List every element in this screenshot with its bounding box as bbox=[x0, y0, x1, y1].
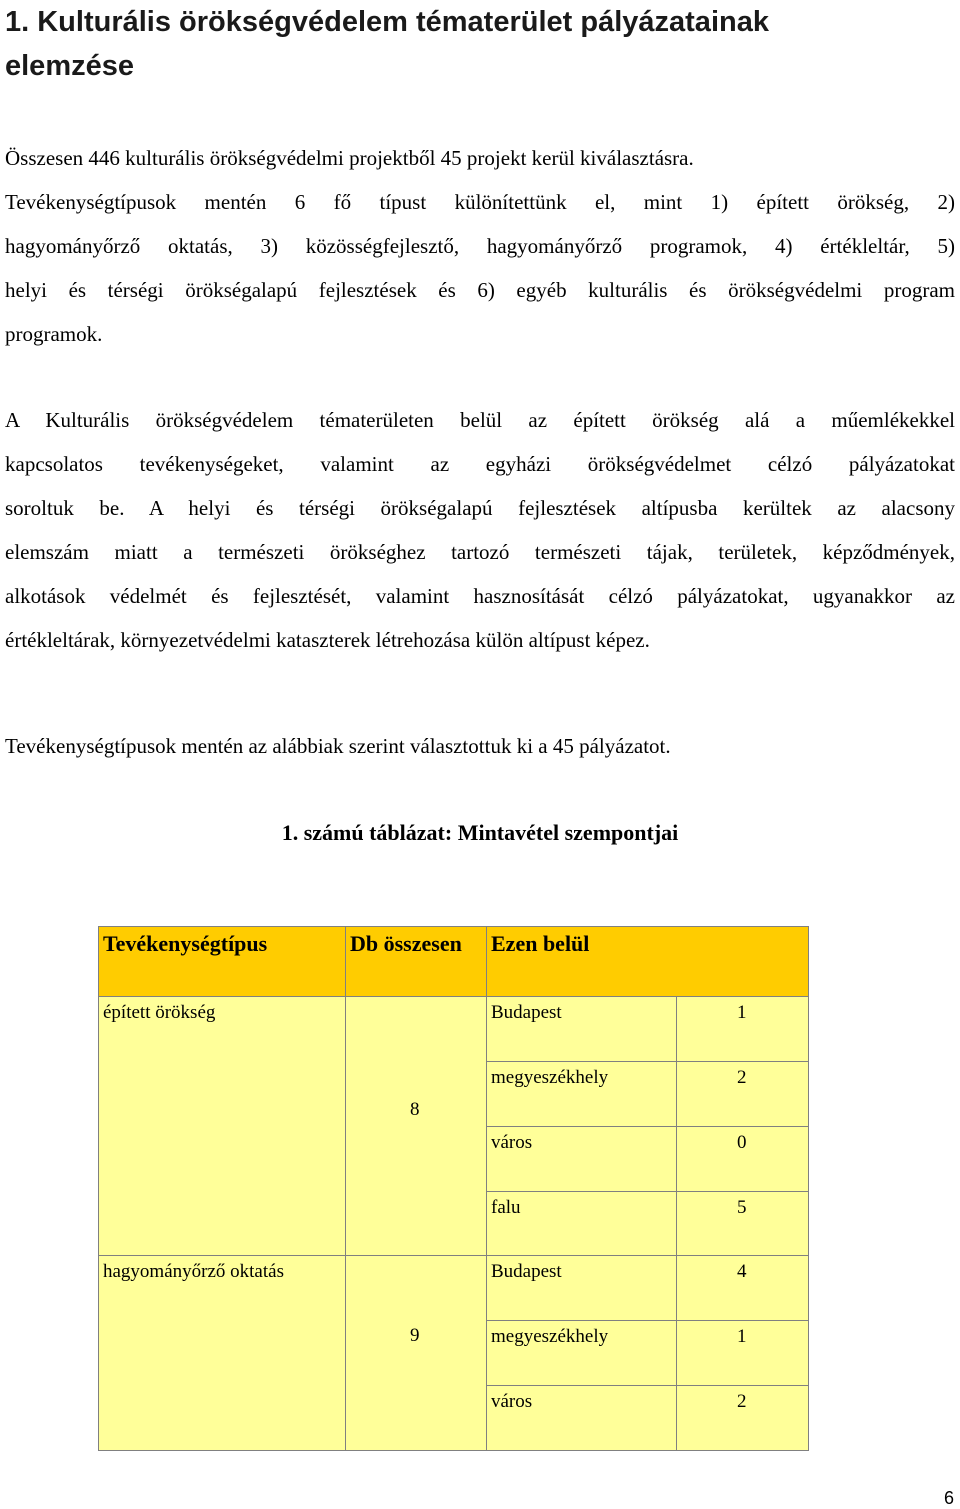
place-label: város bbox=[491, 1391, 533, 1412]
text-line: Tevékenységtípusok mentén 6 fő típust különítettünk el, mint 1) épített örökség, 2) bbox=[5, 190, 955, 214]
section-heading bbox=[5, 0, 945, 88]
text-line: értékleltárak, környezetvédelmi kataszterek létrehozása külön altípust képez. bbox=[5, 628, 650, 652]
place-cell bbox=[486, 1385, 677, 1451]
place-cell bbox=[486, 1191, 677, 1256]
text-line: Összesen 446 kulturális örökségvédelmi projektből 45 projekt kerül kiválasztásra. bbox=[5, 146, 694, 170]
place-label: város bbox=[491, 1132, 533, 1153]
total-value: 9 bbox=[410, 1325, 420, 1346]
count-cell bbox=[676, 1320, 809, 1386]
type-label: hagyományőrző oktatás bbox=[103, 1261, 284, 1282]
count-value: 2 bbox=[737, 1067, 747, 1088]
type-label: épített örökség bbox=[103, 1002, 216, 1023]
place-label: Budapest bbox=[491, 1002, 562, 1023]
count-cell bbox=[676, 1255, 809, 1321]
header-cell-type bbox=[98, 926, 346, 997]
place-cell bbox=[486, 1126, 677, 1192]
total-value: 8 bbox=[410, 1099, 420, 1120]
type-cell bbox=[98, 996, 346, 1256]
header-cell-total bbox=[345, 926, 487, 997]
count-value: 1 bbox=[737, 1002, 747, 1023]
text-line: soroltuk be. A helyi és térségi örökségalapú fejlesztések altípusba kerültek az alacsony bbox=[5, 496, 955, 520]
place-cell bbox=[486, 1255, 677, 1321]
text-line: helyi és térségi örökségalapú fejlesztések és 6) egyéb kulturális és örökségvédelmi program bbox=[5, 278, 955, 302]
count-value: 1 bbox=[737, 1326, 747, 1347]
text-line: Tevékenységtípusok mentén az alábbiak szerint választottuk ki a 45 pályázatot. bbox=[5, 734, 671, 758]
header-label: Db összesen bbox=[350, 931, 462, 956]
text-line: A Kulturális örökségvédelem tématerületen belül az épített örökség alá a műemlékekkel bbox=[5, 408, 955, 432]
count-value: 5 bbox=[737, 1197, 747, 1218]
count-value: 2 bbox=[737, 1391, 747, 1412]
count-cell bbox=[676, 1191, 809, 1256]
place-label: megyeszékhely bbox=[491, 1326, 609, 1347]
place-cell bbox=[486, 1061, 677, 1127]
count-cell bbox=[676, 1061, 809, 1127]
place-label: falu bbox=[491, 1197, 521, 1218]
count-cell bbox=[676, 1385, 809, 1451]
text-line: hagyományőrző oktatás, 3) közösségfejlesztő, hagyományőrző programok, 4) értékleltár, 5) bbox=[5, 234, 955, 258]
page-number: 6 bbox=[944, 1488, 955, 1508]
text-line: kapcsolatos tevékenységeket, valamint az egyházi örökségvédelmet célzó pályázatokat bbox=[5, 452, 955, 476]
count-cell bbox=[676, 1126, 809, 1192]
paragraph-selection bbox=[5, 724, 955, 768]
count-cell bbox=[676, 996, 809, 1062]
text-line: programok. bbox=[5, 322, 103, 346]
heading-line: 1. Kulturális örökségvédelem tématerület pályázatainak bbox=[5, 6, 769, 38]
text-line: alkotások védelmét és fejlesztését, valamint hasznosítását célzó pályázatokat, ugyanakkor az bbox=[5, 584, 955, 608]
header-label: Ezen belül bbox=[491, 931, 590, 956]
place-label: Budapest bbox=[491, 1261, 562, 1282]
place-cell bbox=[486, 996, 677, 1062]
type-cell bbox=[98, 1255, 346, 1451]
count-value: 0 bbox=[737, 1132, 747, 1153]
paragraph-sample-summary bbox=[5, 136, 955, 356]
heading-line: elemzése bbox=[5, 50, 134, 82]
total-cell bbox=[345, 996, 487, 1256]
table-caption: 1. számú táblázat: Mintavétel szempontjai bbox=[281, 820, 679, 845]
header-label: Tevékenységtípus bbox=[103, 931, 268, 956]
text-line: elemszám miatt a természeti örökséghez tartozó természeti tájak, területek, képződmények, bbox=[5, 540, 955, 564]
total-cell bbox=[345, 1255, 487, 1451]
place-label: megyeszékhely bbox=[491, 1067, 609, 1088]
count-value: 4 bbox=[737, 1261, 747, 1282]
sampling-table bbox=[98, 926, 809, 1451]
place-cell bbox=[486, 1320, 677, 1386]
header-cell-within bbox=[486, 926, 809, 997]
paragraph-categories bbox=[5, 398, 955, 662]
